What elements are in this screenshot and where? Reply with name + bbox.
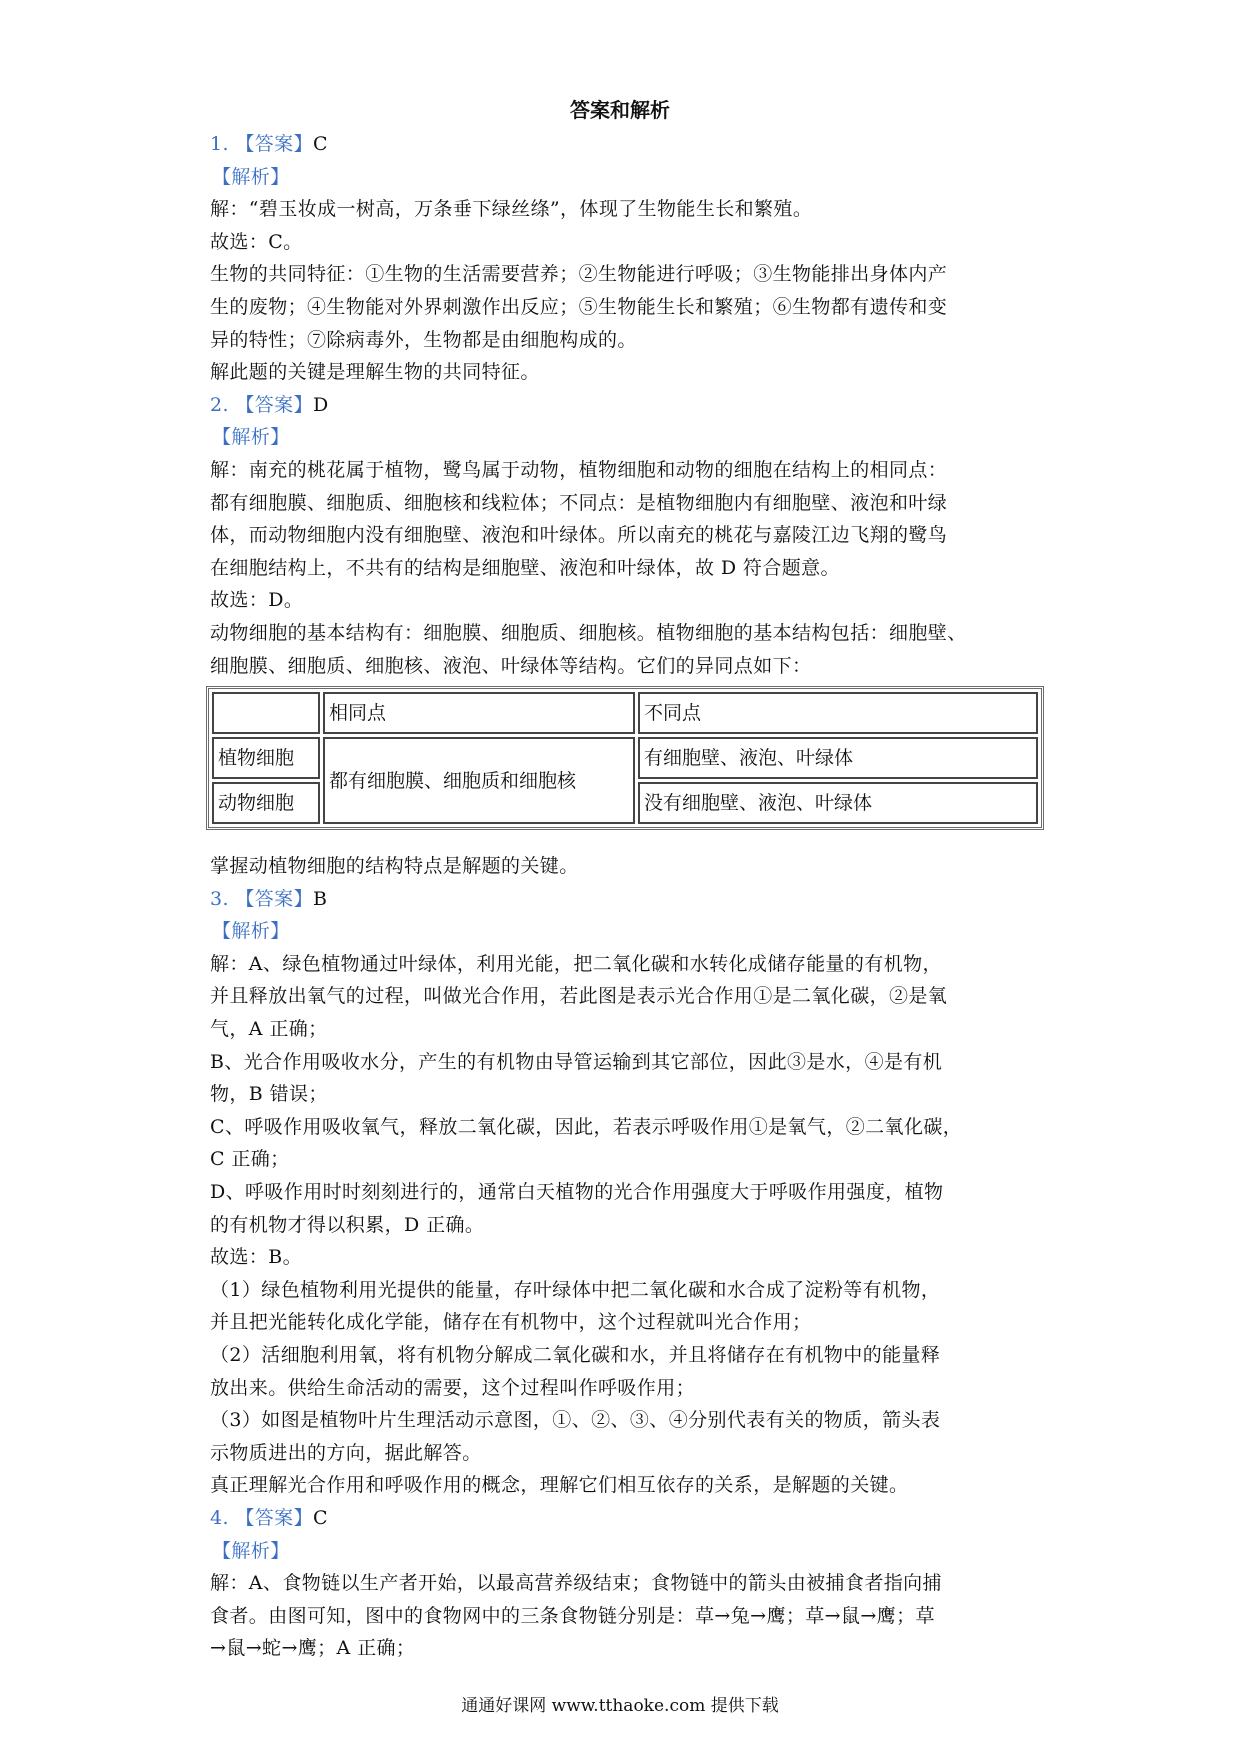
- table-corner-cell: [212, 692, 320, 734]
- table-diff-cell: 没有细胞壁、液泡、叶绿体: [638, 782, 1038, 824]
- q3-answer-label: 3. 【答案】: [210, 887, 313, 910]
- q3-line: （3）如图是植物叶片生理活动示意图，①、②、③、④分别代表有关的物质，箭头表: [210, 1409, 941, 1432]
- q4-answer-label: 4. 【答案】: [210, 1506, 313, 1529]
- cell-comparison-table: [206, 686, 1044, 830]
- table-header-common: 相同点: [323, 692, 635, 734]
- q3-analysis-label: 【解析】: [212, 920, 290, 943]
- q3-line: 并且释放出氧气的过程，叫做光合作用，若此图是表示光合作用①是二氧化碳，②是氧: [210, 985, 948, 1008]
- table-diff-cell: 有细胞壁、液泡、叶绿体: [638, 737, 1038, 779]
- q2-line: 故选：D。: [210, 589, 304, 612]
- q2-answer-label: 2. 【答案】: [210, 393, 313, 416]
- q4-line: 食者。由图可知，图中的食物网中的三条食物链分别是：草→兔→鹰；草→鼠→鹰；草: [210, 1604, 935, 1627]
- q4-answer-line: [210, 1502, 1040, 1535]
- q3-line: 故选：B。: [210, 1246, 302, 1269]
- q1-line: 解此题的关键是理解生物的共同特征。: [210, 361, 540, 384]
- q2-line: 体，而动物细胞内没有细胞壁、液泡和叶绿体。所以南充的桃花与嘉陵江边飞翔的鹭鸟: [210, 524, 948, 547]
- q3-line: C、呼吸作用吸收氧气，释放二氧化碳，因此，若表示呼吸作用①是氧气，②二氧化碳，: [210, 1115, 963, 1138]
- table-row: [212, 737, 1038, 779]
- table-header-diff: 不同点: [638, 692, 1038, 734]
- q4-analysis-label: 【解析】: [212, 1539, 290, 1562]
- answer-content: [210, 128, 1040, 1665]
- q1-answer-label: 1. 【答案】: [210, 133, 313, 155]
- q2-analysis-label: 【解析】: [212, 426, 290, 449]
- q3-answer-value: B: [312, 887, 328, 910]
- q3-answer-line: [210, 883, 1040, 916]
- q4-answer-value: C: [312, 1506, 328, 1529]
- q1-line: 生物的共同特征：①生物的生活需要营养；②生物能进行呼吸；③生物能排出身体内产: [210, 263, 948, 286]
- q1-line: 解：“碧玉妆成一树高，万条垂下绿丝绦”，体现了生物能生长和繁殖。: [210, 198, 813, 221]
- q1-analysis-label: 【解析】: [212, 165, 290, 188]
- q3-line: 真正理解光合作用和呼吸作用的概念，理解它们相互依存的关系，是解题的关键。: [210, 1474, 909, 1497]
- q1-line: 生的废物；④生物能对外界刺激作出反应；⑤生物能生长和繁殖；⑥生物都有遗传和变: [210, 295, 948, 318]
- q3-line: 的有机物才得以积累，D 正确。: [210, 1213, 485, 1236]
- q3-line: 解：A、绿色植物通过叶绿体，利用光能，把二氧化碳和水转化成储存能量的有机物，: [210, 952, 942, 975]
- q4-line: →鼠→蛇→鹰；A 正确；: [210, 1637, 416, 1660]
- q3-line: 并且把光能转化成化学能，储存在有机物中，这个过程就叫光合作用；: [210, 1311, 812, 1334]
- table-common-cell: 都有细胞膜、细胞质和细胞核: [323, 737, 635, 824]
- q3-line: 示物质进出的方向，据此解答。: [210, 1441, 482, 1464]
- q1-answer-line: [210, 128, 1040, 161]
- q3-line: 物，B 错误；: [210, 1083, 328, 1106]
- q3-line: C 正确；: [210, 1148, 290, 1171]
- q2-answer-line: [210, 389, 1040, 422]
- q2-answer-value: D: [312, 393, 329, 416]
- q1-answer-value: C: [312, 133, 328, 155]
- q2-line: 在细胞结构上，不共有的结构是细胞壁、液泡和叶绿体，故 D 符合题意。: [210, 556, 840, 579]
- table-row-label: 植物细胞: [212, 737, 320, 779]
- q4-line: 解：A、食物链以生产者开始，以最高营养级结束；食物链中的箭头由被捕食者指向捕: [210, 1572, 942, 1595]
- q3-line: 放出来。供给生命活动的需要，这个过程叫作呼吸作用；: [210, 1376, 696, 1399]
- q2-line: 都有细胞膜、细胞质、细胞核和线粒体；不同点：是植物细胞内有细胞壁、液泡和叶绿: [210, 491, 948, 514]
- q2-line: 动物细胞的基本结构有：细胞膜、细胞质、细胞核。植物细胞的基本结构包括：细胞壁、: [210, 621, 967, 644]
- q3-line: 气，A 正确；: [210, 1018, 328, 1041]
- page-footer: 通通好课网 www.tthaoke.com 提供下载: [461, 1696, 779, 1716]
- q3-line: （1）绿色植物利用光提供的能量，存叶绿体中把二氧化碳和水合成了淀粉等有机物，: [210, 1278, 941, 1301]
- table-row-label: 动物细胞: [212, 782, 320, 824]
- q2-line: 细胞膜、细胞质、细胞核、液泡、叶绿体等结构。它们的异同点如下：: [210, 654, 812, 677]
- q1-line: 异的特性；⑦除病毒外，生物都是由细胞构成的。: [210, 328, 637, 351]
- q3-line: D、呼吸作用时时刻刻进行的，通常白天植物的光合作用强度大于呼吸作用强度，植物: [210, 1181, 944, 1204]
- q3-line: B、光合作用吸收水分，产生的有机物由导管运输到其它部位，因此③是水，④是有机: [210, 1050, 943, 1073]
- q1-line: 故选：C。: [210, 230, 303, 253]
- q2-conclusion: 掌握动植物细胞的结构特点是解题的关键。: [210, 855, 579, 878]
- q3-line: （2）活细胞利用氧，将有机物分解成二氧化碳和水，并且将储存在有机物中的能量释: [210, 1344, 941, 1366]
- page-title: 答案和解析: [570, 98, 670, 122]
- q2-line: 解：南充的桃花属于植物，鹭鸟属于动物，植物细胞和动物的细胞在结构上的相同点：: [210, 458, 948, 481]
- table-header-row: [212, 692, 1038, 734]
- table-spacer: [210, 830, 1040, 850]
